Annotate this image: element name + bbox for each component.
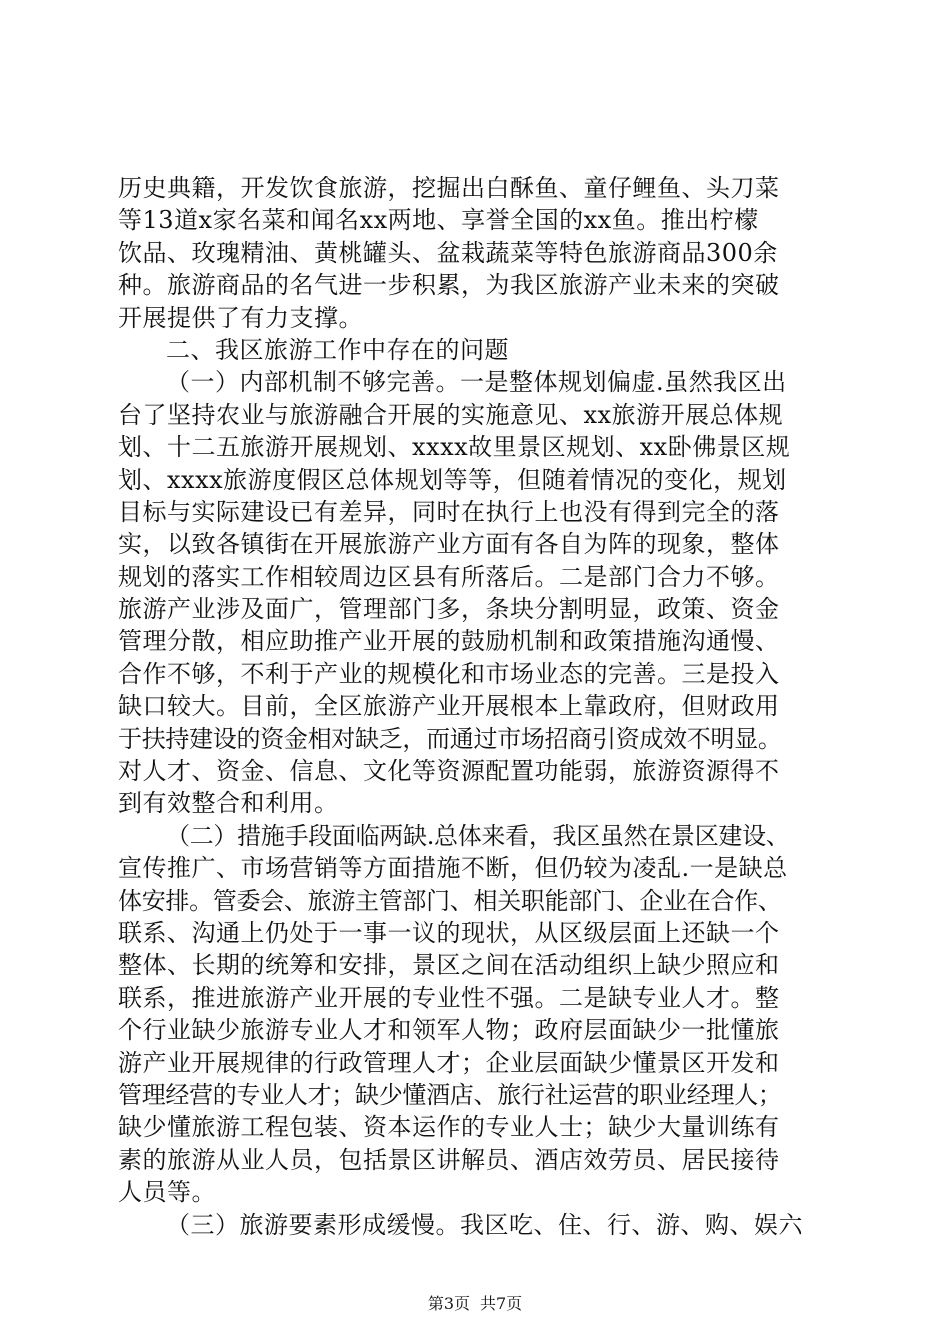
text-line: 管理分散，相应助推产业开展的鼓励机制和政策措施沟通慢、 [118, 627, 780, 656]
text-line: 合作不够，不利于产业的规模化和市场业态的完善。三是投入 [118, 659, 780, 688]
text-line: 管理经营的专业人才；缺少懂酒店、旅行社运营的职业经理人； [118, 1080, 782, 1109]
text-line: 划、xxxx旅游度假区总体规划等等，但随着情况的变化，规划 [118, 465, 787, 494]
body-text [118, 172, 836, 1241]
text-line: 台了坚持农业与旅游融合开展的实施意见、xx旅游开展总体规 [118, 400, 784, 429]
section-heading: 二、我区旅游工作中存在的问题 [166, 335, 509, 364]
text-line: 体安排。管委会、旅游主管部门、相关职能部门、企业在合作、 [118, 886, 782, 915]
text-line: 个行业缺少旅游专业人才和领军人物；政府层面缺少一批懂旅 [118, 1016, 780, 1045]
page-number: 第3页 [427, 1294, 470, 1313]
text-line: 于扶持建设的资金相对缺乏，而通过市场招商引资成效不明显。 [118, 724, 782, 753]
text-line: 开展提供了有力支撑。 [118, 303, 363, 332]
text-line: 等13道x家名菜和闻名xx两地、享誉全国的xx鱼。推出柠檬 [118, 206, 759, 235]
page-total: 共7页 [480, 1294, 523, 1313]
text-line: 联系、沟通上仍处于一事一议的现状，从区级层面上还缺一个 [118, 918, 780, 947]
text-line: 宣传推广、市场营销等方面措施不断，但仍较为凌乱.一是缺总 [118, 854, 788, 883]
text-line: 到有效整合和利用。 [118, 789, 339, 818]
text-line: 实，以致各镇街在开展旅游产业方面有各自为阵的现象，整体 [118, 530, 780, 559]
text-line: 缺口较大。目前，全区旅游产业开展根本上靠政府，但财政用 [118, 692, 780, 721]
text-line: 缺少懂旅游工程包装、资本运作的专业人士；缺少大量训练有 [118, 1113, 780, 1142]
text-line: 目标与实际建设已有差异，同时在执行上也没有得到完全的落 [118, 497, 780, 526]
text-line: 划、十二五旅游开展规划、xxxx故里景区规划、xx卧佛景区规 [118, 433, 791, 462]
text-line: 素的旅游从业人员，包括景区讲解员、酒店效劳员、居民接待 [118, 1145, 780, 1174]
text-line: （三）旅游要素形成缓慢。我区吃、住、行、游、购、娱六 [166, 1210, 803, 1239]
text-line: 种。旅游商品的名气进一步积累，为我区旅游产业未来的突破 [118, 271, 780, 300]
text-line: 整体、长期的统筹和安排，景区之间在活动组织上缺少照应和 [118, 951, 780, 980]
text-line: 饮品、玫瑰精油、黄桃罐头、盆栽蔬菜等特色旅游商品300余 [118, 238, 778, 267]
text-line: 规划的落实工作相较周边区县有所落后。二是部门合力不够。 [118, 562, 780, 591]
text-line: 人员等。 [118, 1178, 216, 1207]
text-line: 联系，推进旅游产业开展的专业性不强。二是缺专业人才。整 [118, 983, 780, 1012]
text-line: 对人才、资金、信息、文化等资源配置功能弱，旅游资源得不 [118, 757, 780, 786]
page-footer [0, 1294, 950, 1314]
text-line: 历史典籍，开发饮食旅游，挖掘出白酥鱼、童仔鲤鱼、头刀菜 [118, 174, 780, 202]
text-line: 游产业开展规律的行政管理人才；企业层面缺少懂景区开发和 [118, 1048, 780, 1077]
text-line: （二）措施手段面临两缺.总体来看，我区虽然在景区建设、 [166, 821, 790, 850]
text-line: （一）内部机制不够完善。一是整体规划偏虚.虽然我区出 [166, 368, 787, 397]
text-line: 旅游产业涉及面广，管理部门多，条块分割明显，政策、资金 [118, 595, 780, 624]
